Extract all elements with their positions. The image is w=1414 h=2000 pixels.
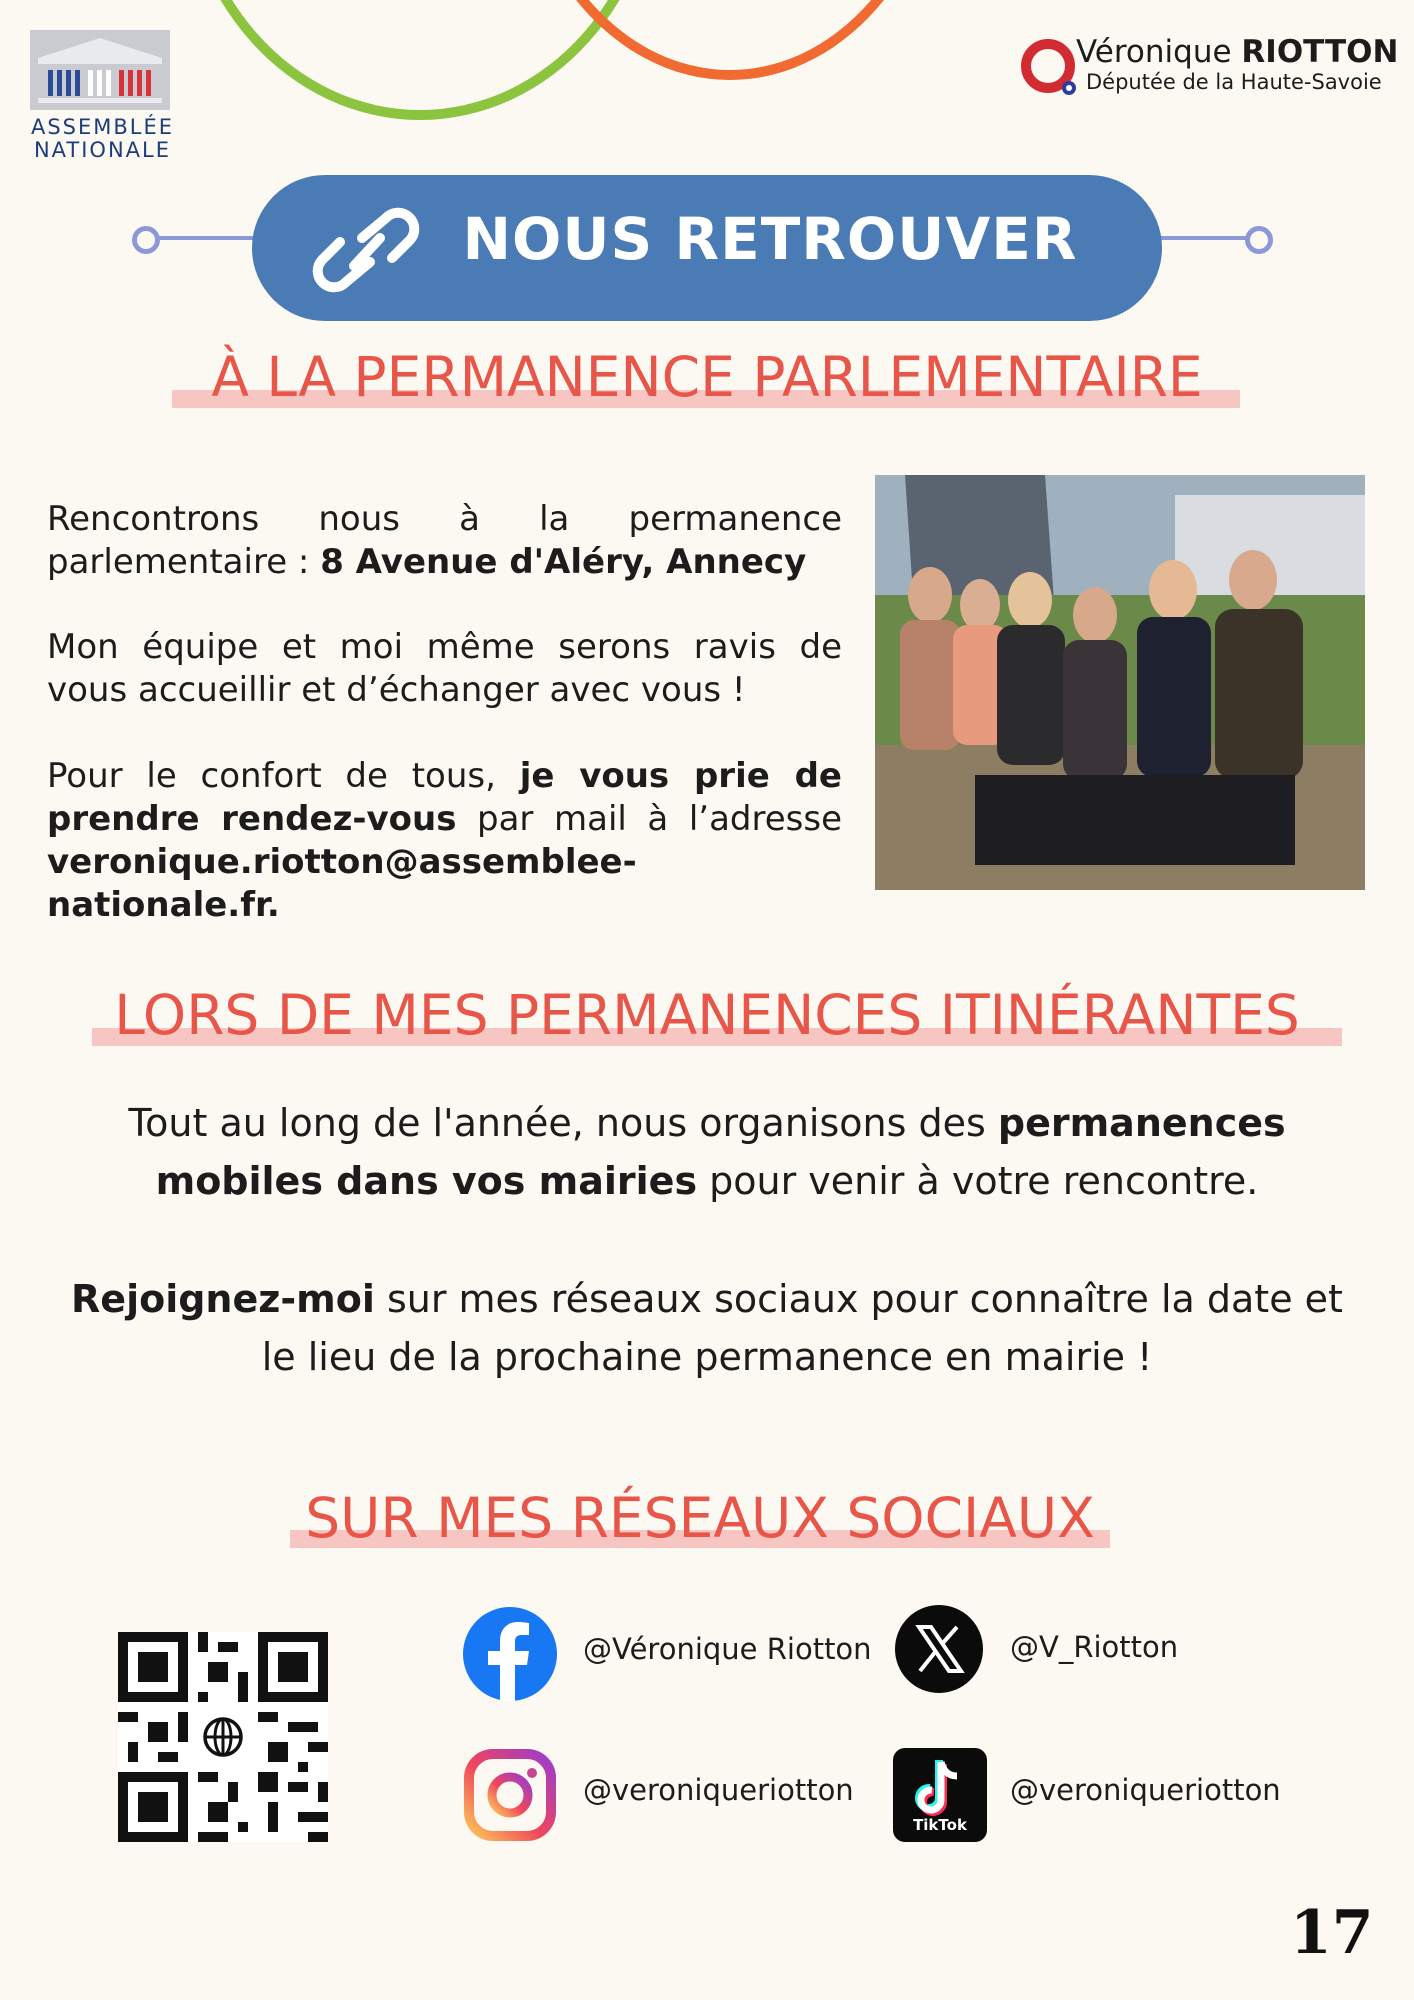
connector-ring-right: [1245, 226, 1273, 254]
join-me-text: sur mes réseaux sociaux pour connaître la date et le lieu de la prochaine permanence en mairie !: [261, 1277, 1343, 1379]
address-value: 8 Avenue d'Aléry, Annecy: [320, 542, 807, 582]
x-handle[interactable]: @V_Riotton: [1010, 1630, 1179, 1664]
mobile-outro: pour venir à votre rencontre.: [697, 1159, 1259, 1203]
page-number: 17: [1290, 1898, 1374, 1968]
deputy-last-name: RIOTTON: [1241, 34, 1399, 70]
mobile-permanences-paragraph: [120, 1094, 1294, 1210]
banner-title: NOUS RETROUVER: [462, 205, 1078, 273]
deputy-logo-icon: [1020, 38, 1078, 96]
qr-code[interactable]: [118, 1632, 328, 1842]
appointment-intro: Pour le confort de tous,: [47, 756, 520, 796]
permanence-address-paragraph: [47, 498, 842, 584]
instagram-icon[interactable]: [463, 1748, 557, 1842]
email-address[interactable]: veronique.riotton@assemblee-nationale.fr.: [47, 842, 637, 925]
decorative-green-arc: [180, 0, 660, 120]
address-intro: Rencontrons nous à la permanence parlementaire :: [47, 499, 842, 582]
deputy-first-name: Véronique: [1076, 34, 1242, 70]
appointment-mail-text: par mail à l’adresse: [456, 799, 842, 839]
tiktok-handle[interactable]: @veroniqueriotton: [1010, 1773, 1281, 1807]
instagram-handle[interactable]: @veroniqueriotton: [583, 1773, 854, 1807]
facebook-handle[interactable]: @Véronique Riotton: [583, 1632, 872, 1666]
welcome-paragraph: Mon équipe et moi même serons ravis de vous accueillir et d’échanger avec vous !: [47, 627, 842, 710]
mobile-intro: Tout au long de l'année, nous organisons des: [128, 1101, 998, 1145]
join-me-bold: Rejoignez-moi: [71, 1277, 375, 1321]
join-me-paragraph: [50, 1270, 1364, 1386]
assemblee-nationale-logo: [30, 30, 175, 162]
appointment-request: je vous prie de prendre rendez-vous: [47, 756, 842, 839]
mobile-highlight: permanences mobiles dans vos mairies: [155, 1101, 1286, 1203]
deputy-role: Députée de la Haute-Savoie: [1086, 70, 1382, 94]
deputy-name: [1076, 34, 1398, 70]
section-heading-reseaux: SUR MES RÉSEAUX SOCIAUX: [305, 1486, 1095, 1550]
banner-connector-right: [1155, 236, 1250, 240]
logo-line-1: ASSEMBLÉE: [30, 115, 175, 139]
logo-line-2: NATIONALE: [33, 138, 172, 162]
facebook-icon[interactable]: [463, 1607, 557, 1701]
hemicycle-icon: [30, 30, 170, 110]
appointment-paragraph: [47, 755, 842, 927]
x-icon[interactable]: [895, 1605, 983, 1693]
link-icon: [300, 200, 440, 300]
team-photo: [875, 475, 1365, 890]
tiktok-logo-text: TikTok: [913, 1816, 967, 1834]
section-heading-itinerantes: LORS DE MES PERMANENCES ITINÉRANTES: [114, 983, 1300, 1047]
tiktok-icon[interactable]: [893, 1748, 987, 1842]
section-heading-permanence: À LA PERMANENCE PARLEMENTAIRE: [211, 345, 1203, 409]
connector-ring-left: [132, 226, 160, 254]
